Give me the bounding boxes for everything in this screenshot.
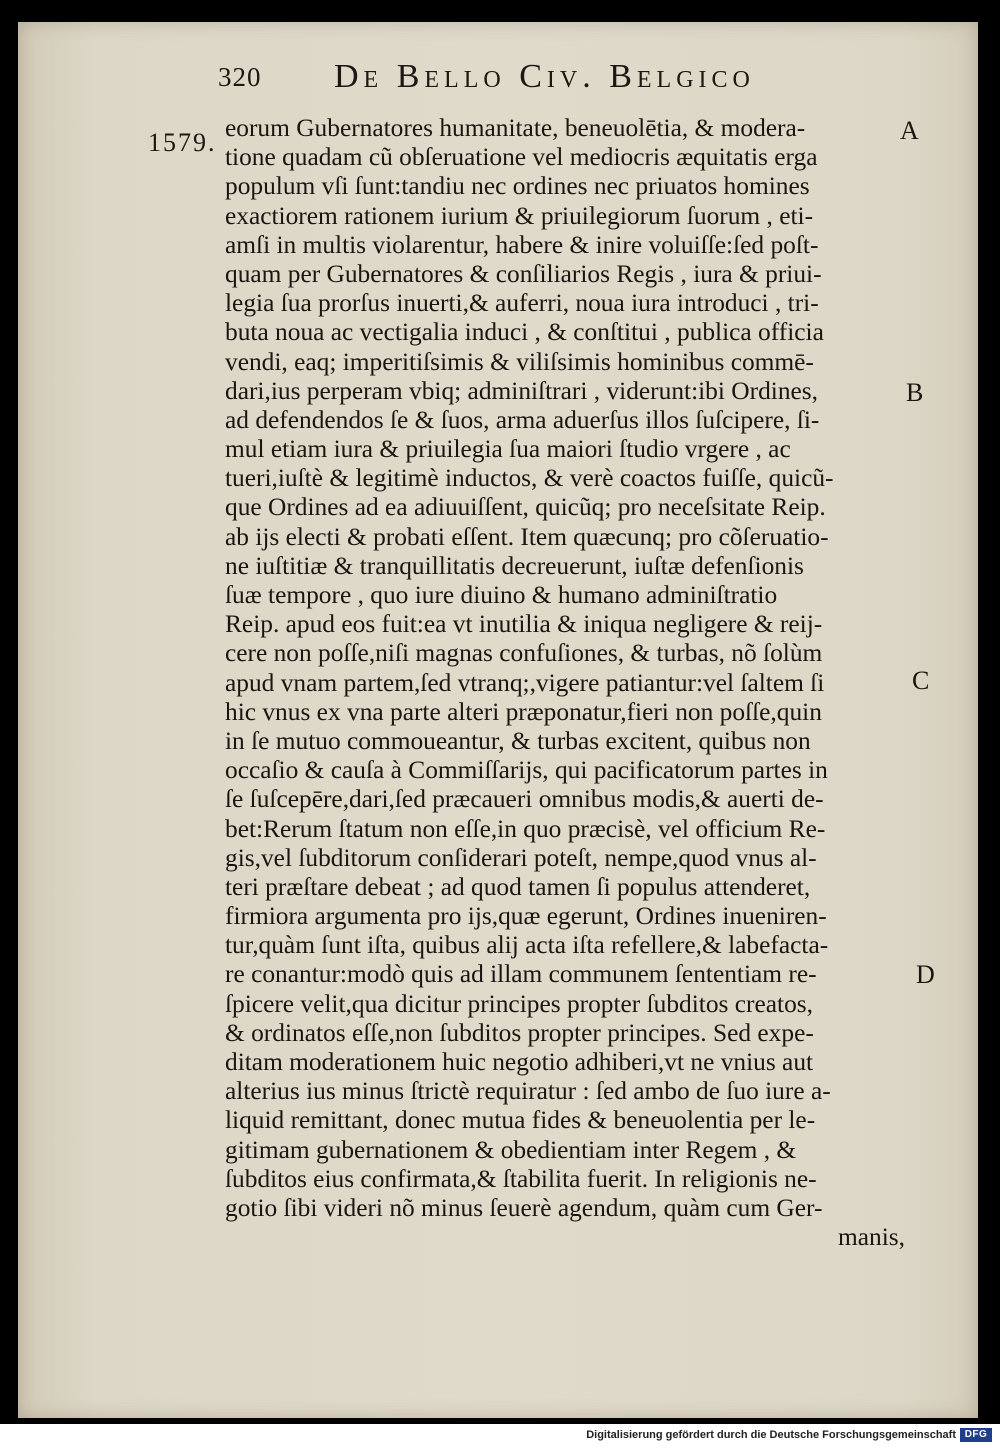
text-line: bet:Rerum ſtatum non eſſe,in quo præcisè, vel officium Re- (225, 814, 826, 843)
text-line: gis,vel ſubditorum conſiderari poteſt, nempe,quod vnus al- (225, 843, 817, 872)
text-line: apud vnam partem,ſed vtranq;,vigere patiantur:vel ſaltem ſi (225, 668, 825, 697)
text-line: quam per Gubernatores & conſiliarios Regis , iura & priui- (225, 259, 822, 288)
body-text (225, 114, 905, 1252)
text-line: ſubditos eius confirmata,& ſtabilita fuerit. In religionis ne- (225, 1164, 817, 1193)
text-line: liquid remittant, donec mutua fides & beneuolentia per le- (225, 1106, 816, 1135)
text-line: tueri,iuſtè & legitimè inductos, & verè coactos fuiſſe, quicũ- (225, 464, 834, 493)
running-title: De Bello Civ. Belgico (334, 58, 755, 95)
text-line: buta noua ac vectigalia induci , & conſtitui , publica officia (225, 318, 824, 347)
funding-notice: Digitalisierung gefördert durch die Deutsche Forschungsgemeinschaft (586, 1429, 956, 1441)
catchword: manis, (838, 1223, 905, 1252)
text-line: ad defendendos ſe & ſuos, arma aduerſus illos ſuſcipere, ſi- (225, 405, 820, 434)
page-header (218, 56, 838, 106)
text-line: firmiora argumenta pro ijs,quæ egerunt, Ordines inueniren- (225, 902, 827, 931)
text-line: Reip. apud eos fuit:ea vt inutilia & iniqua negligere & reij- (225, 610, 823, 639)
margin-year: 1579. (148, 128, 217, 157)
margin-marker-a: A (900, 116, 919, 145)
dfg-logo-icon: DFG (960, 1428, 992, 1442)
text-line: mul etiam iura & priuilegia ſua maiori ſtudio vrgere , ac (225, 435, 791, 464)
text-line: eorum Gubernatores humanitate, beneuolētia, & modera- (225, 114, 806, 142)
page-number: 320 (218, 62, 262, 92)
text-line: que Ordines ad ea adiuuiſſent, quicũq; pro neceſsitate Reip. (225, 493, 826, 522)
text-line: occaſio & cauſa à Commiſſarijs, qui pacificatorum partes in (225, 756, 828, 785)
footer-bar (0, 1424, 1000, 1448)
text-line: exactiorem rationem iurium & priuilegiorum ſuorum , eti- (225, 201, 814, 230)
text-line: dari,ius perperam vbiq; adminiſtrari , viderunt:ibi Ordines, (225, 376, 819, 405)
text-line: ne iuſtitiæ & tranquillitatis decreuerunt, iuſtæ defenſionis (225, 551, 804, 580)
text-line: populum vſi ſunt:tandiu nec ordines nec priuatos homines (225, 172, 810, 201)
margin-marker-d: D (916, 960, 935, 989)
text-line: tione quadam cũ obſeruatione vel mediocris æquitatis erga (225, 143, 818, 172)
text-line: amſi in multis violarentur, habere & inire voluiſſe:ſed poſt- (225, 230, 819, 259)
margin-marker-b: B (906, 378, 924, 407)
text-line: ſpicere velit,qua dicitur principes propter ſubditos creatos, (225, 989, 814, 1018)
text-line: ditam moderationem huic negotio adhiberi,vt ne vnius aut (225, 1048, 814, 1076)
text-line: ab ijs electi & probati eſſent. Item quæcunq; pro cõſeruatio- (225, 522, 829, 551)
text-line: tur,quàm ſunt iſta, quibus alij acta iſta refellere,& labefacta- (225, 931, 829, 960)
text-line: ſe ſuſcepēre,dari,ſed præcaueri omnibus modis,& auerti de- (225, 785, 824, 814)
text-line: in ſe mutuo commoueantur, & turbas excitent, quibus non (225, 726, 811, 755)
text-line: teri præſtare debeat ; ad quod tamen ſi populus attenderet, (225, 872, 811, 901)
text-line: legia ſua prorſus inuerti,& auferri, noua iura introduci , tri- (225, 289, 819, 318)
text-line: gitimam gubernationem & obedientiam inter Regem , & (225, 1135, 797, 1164)
text-line: vendi, eaq; imperitiſsimis & viliſsimis hominibus commē- (225, 347, 814, 376)
text-line: ſuæ tempore , quo iure diuino & humano adminiſtratio (225, 581, 778, 609)
text-line: & ordinatos eſſe,non ſubditos propter principes. Sed expe- (225, 1018, 814, 1047)
margin-marker-c: C (912, 666, 930, 695)
text-line: gotio ſibi videri nõ minus ſeuerè agendum, quàm cum Ger- (225, 1193, 823, 1222)
text-line: alterius ius minus ſtrictè requiratur : ſed ambo de ſuo iure a- (225, 1077, 831, 1106)
text-line: cere non poſſe,niſi magnas confuſiones, & turbas, nõ ſolùm (225, 639, 823, 668)
text-line: hic vnus ex vna parte alteri præponatur,fieri non poſſe,quin (225, 697, 822, 726)
text-line: re conantur:modò quis ad illam communem ſententiam re- (225, 960, 817, 989)
